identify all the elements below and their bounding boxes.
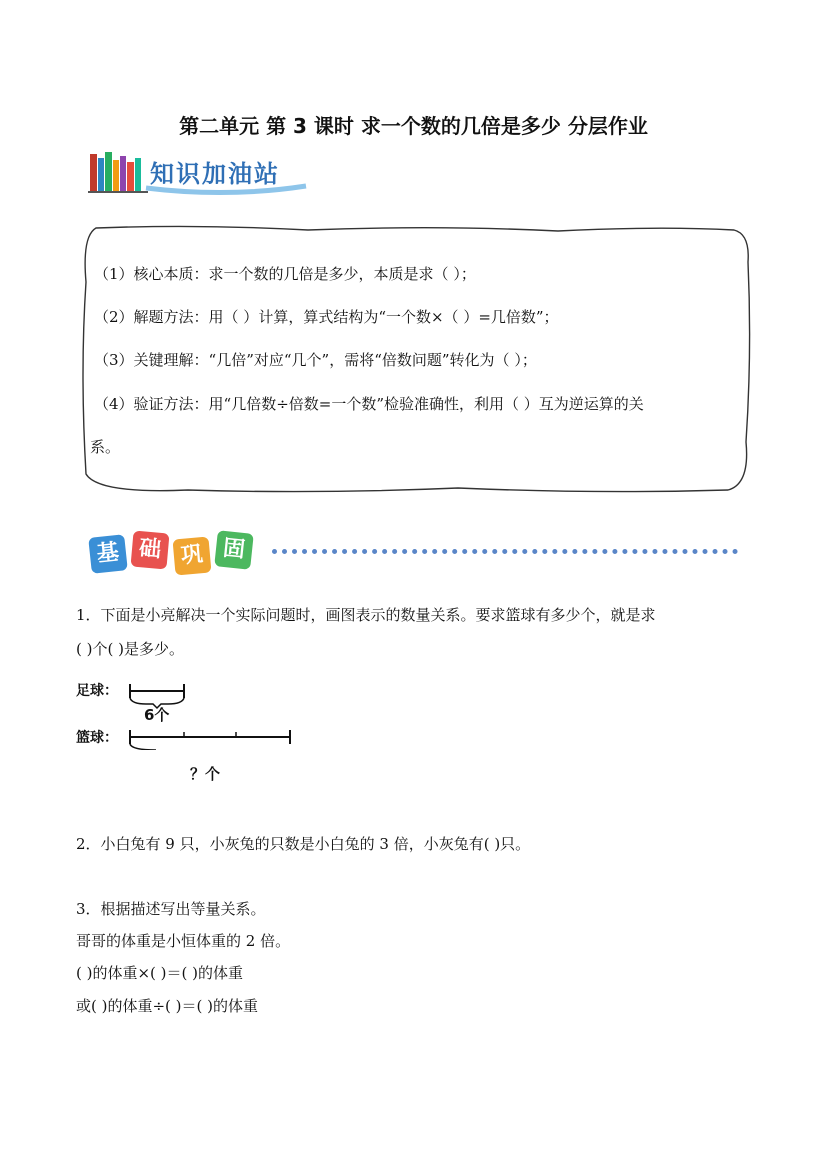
- q1-line1: 1．下面是小亮解决一个实际问题时，画图表示的数量关系。要求篮球有多少个，就是求: [76, 606, 656, 624]
- basketball-count: ？个: [190, 765, 221, 783]
- q3-line4: 或( )的体重÷( )＝( )的体重: [76, 997, 258, 1015]
- basic-heading: [86, 528, 266, 580]
- basic-heading-char-1: 基: [88, 534, 128, 574]
- q3-line2: 哥哥的体重是小恒体重的 2 倍。: [76, 932, 291, 950]
- q1-line2: ( )个( )是多少。: [76, 640, 184, 658]
- football-count: 6个: [144, 706, 170, 724]
- knowledge-item-1: （1）核心本质：求一个数的几倍是多少，本质是求（ ）；: [94, 265, 476, 283]
- dotted-divider: [272, 549, 738, 554]
- basic-heading-char-2: 础: [130, 530, 169, 569]
- basic-heading-char-4: 固: [214, 530, 254, 570]
- knowledge-item-4: （4）验证方法：用“几倍数÷倍数=一个数”检验准确性，利用（ ）互为逆运算的关: [94, 395, 644, 413]
- knowledge-item-2: （2）解题方法：用（ ）计算，算式结构为“一个数×（ ）=几倍数”；: [94, 308, 559, 326]
- q3-line1: 3．根据描述写出等量关系。: [76, 900, 266, 918]
- knowledge-item-3: （3）关键理解：“几倍”对应“几个”，需将“倍数问题”转化为（ ）；: [94, 351, 537, 369]
- q3-line3: ( )的体重×( )＝( )的体重: [76, 964, 243, 982]
- basketball-label: 篮球：: [76, 730, 118, 746]
- football-label: 足球：: [76, 683, 118, 699]
- knowledge-item-4-cont: 系。: [90, 438, 121, 456]
- basic-heading-char-3: 巩: [172, 536, 211, 575]
- knowledge-heading: 知识加油站: [150, 160, 280, 188]
- page-title: 第二单元 第 3 课时 求一个数的几倍是多少 分层作业: [179, 114, 648, 138]
- q2-text: 2．小白兔有 9 只，小灰兔的只数是小白兔的 3 倍，小灰兔有( )只。: [76, 835, 531, 853]
